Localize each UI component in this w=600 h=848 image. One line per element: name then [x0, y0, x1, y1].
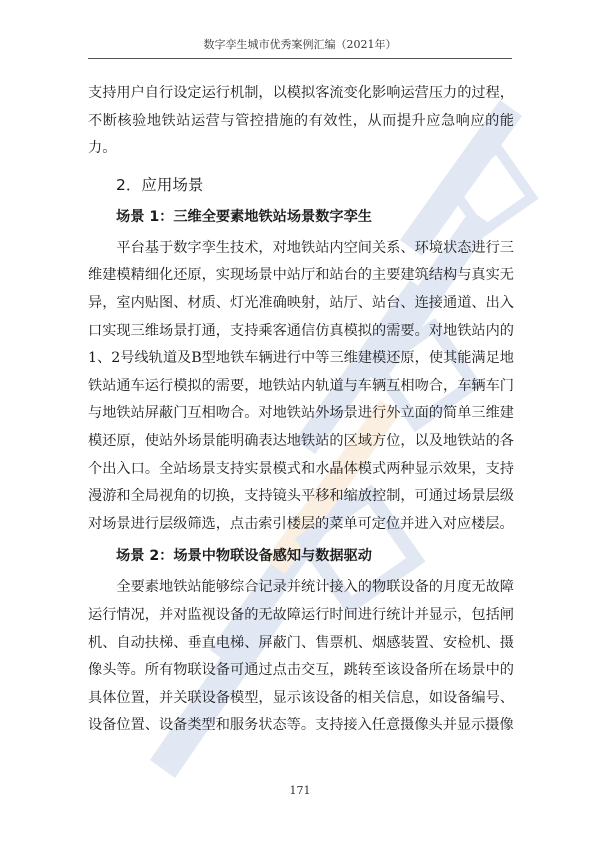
scene1-heading: 场景 1：三维全要素地铁站场景数字孪生	[116, 208, 372, 225]
page-number: 171	[289, 784, 311, 797]
scene2-heading: 场景 2：场景中物联设备感知与数据驱动	[116, 548, 372, 565]
scene1-paragraph: 平台基于数字孪生技术，对地铁站内空间关系、环境状态进行三维建模精细化还原，实现场景中站厅和站台的主要建筑结构与真实无异，室内贴图、材质、灯光准确映射，站厅、站台、连接通道、出入口实现三维场景打通，支持乘客通信仿真模拟的需要。对地铁站内的1、2号线轨道及B型地铁车辆进行中等三维建模还原，使其能满足地铁站通车运行模拟的需要，地铁站内轨道与车辆互相吻合，车辆车门与地铁站屏蔽门互相吻合。对地铁站外场景进行外立面的简单三维建模还原，使站外场景能明确表达地铁站的区域方位，以及地铁站的各个出入口。全站场景支持实景模式和水晶体模式两种显示效果，支持漫游和全局视角的切换，支持镜头平移和缩放控制，可通过场景层级对场景进行层级筛选，点击索引楼层的菜单可定位并进入对应楼层。	[88, 239, 514, 532]
paragraph-intro: 支持用户自行设定运行机制，以模拟客流变化影响运营压力的过程，不断核验地铁站运营与管控措施的有效性，从而提升应急响应的能力。	[88, 85, 514, 157]
page-header: 数字孪生城市优秀案例汇编（2021年）	[88, 36, 512, 59]
section-heading: 2．应用场景	[116, 175, 204, 194]
scene2-paragraph: 全要素地铁站能够综合记录并统计接入的物联设备的月度无故障运行情况，并对监视设备的无故障运行时间进行统计并显示，包括闸机、自动扶梯、垂直电梯、屏蔽门、售票机、烟感装置、安检机、摄像头等。所有物联设备可通过点击交互，跳转至该设备所在场景中的具体位置，并关联设备模型，显示该设备的相关信息，如设备编号、设备位置、设备类型和服务状态等。支持接入任意摄像头并显示摄像	[88, 579, 514, 734]
document-body	[88, 80, 514, 740]
